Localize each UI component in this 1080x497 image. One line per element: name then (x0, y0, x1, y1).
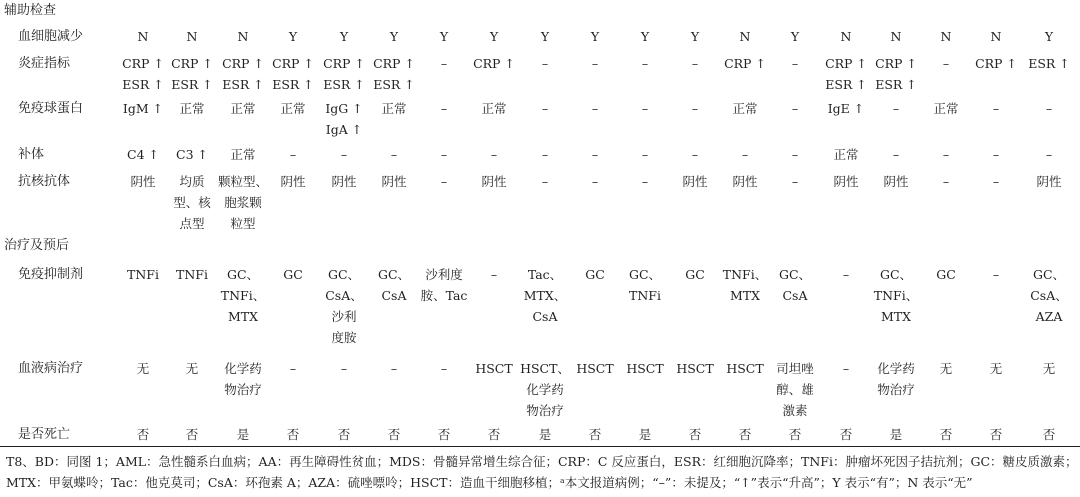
table-cell: – (289, 361, 297, 376)
table-cell: Y (640, 29, 650, 44)
table-cell: – (641, 174, 649, 189)
table-cell: 否 (185, 427, 199, 442)
table-cell: 正常 (381, 101, 407, 116)
table-cell: GC、 CsA、 沙利 度胺 (325, 267, 363, 345)
table-cell: 无 (939, 361, 953, 376)
table-cell: Tac、 MTX、 CsA (523, 267, 567, 324)
table-bottom-rule (0, 446, 1080, 447)
table-cell: 正常 (230, 101, 256, 116)
table-cell: IgE ↑ (827, 101, 865, 116)
table-cell: 否 (387, 427, 401, 442)
table-cell: 否 (286, 427, 300, 442)
table-cell: TNFi、 MTX (722, 267, 768, 303)
table-cell: – (490, 267, 498, 282)
row-label: 免疫球蛋白 (18, 101, 84, 116)
table-cell: – (791, 101, 799, 116)
table-cell: GC (936, 267, 956, 282)
table-cell: – (791, 147, 799, 162)
table-cell: – (440, 361, 448, 376)
table-cell: CRP ↑ ESR ↑ (323, 56, 365, 92)
table-cell: 无 (989, 361, 1003, 376)
table-cell: GC (685, 267, 705, 282)
table-cell: GC、 CsA (778, 267, 812, 303)
table-cell: 是 (236, 427, 250, 442)
table-cell: 阴性 (381, 174, 407, 189)
table-cell: 否 (1042, 427, 1056, 442)
table-cell: 正常 (833, 147, 859, 162)
table-cell: N (137, 29, 149, 44)
table-cell: – (942, 174, 950, 189)
table-cell: N (990, 29, 1002, 44)
table-cell: 阴性 (1036, 174, 1062, 189)
table-cell: – (992, 267, 1000, 282)
table-cell: 否 (337, 427, 351, 442)
table-cell: – (791, 174, 799, 189)
table-cell: 是 (538, 427, 552, 442)
table-cell: – (842, 267, 850, 282)
table-cell: C3 ↑ (176, 147, 208, 162)
table-cell: – (591, 56, 599, 71)
table-cell: 阴性 (732, 174, 758, 189)
table-cell: – (1045, 147, 1053, 162)
table-cell: 否 (136, 427, 150, 442)
table-cell: – (691, 56, 699, 71)
table-cell: Y (339, 29, 349, 44)
table-cell: CRP ↑ ESR ↑ (825, 56, 867, 92)
table-cell: Y (590, 29, 600, 44)
table-cell: 无 (1042, 361, 1056, 376)
table-cell: – (641, 147, 649, 162)
table-cell: N (940, 29, 952, 44)
table-cell: 化学药 物治疗 (877, 361, 915, 397)
table-cell: CRP ↑ ESR ↑ (875, 56, 917, 92)
section-heading-treatment-prognosis: 治疗及预后 (4, 238, 70, 253)
table-cell: CRP ↑ ESR ↑ (272, 56, 314, 92)
table-cell: – (992, 147, 1000, 162)
table-cell: – (741, 147, 749, 162)
table-cell: N (890, 29, 902, 44)
table-cell: 正常 (280, 101, 306, 116)
table-cell: GC、 TNFi、 MTX (220, 267, 266, 324)
table-cell: HSCT (676, 361, 714, 376)
table-cell: 否 (487, 427, 501, 442)
table-cell: – (942, 56, 950, 71)
table-cell: N (840, 29, 852, 44)
table-cell: TNFi (127, 267, 159, 282)
table-cell: – (490, 147, 498, 162)
table-cell: 正常 (933, 101, 959, 116)
table-cell: Y (389, 29, 399, 44)
table-cell: CRP ↑ ESR ↑ (122, 56, 164, 92)
table-cell: 阴性 (130, 174, 156, 189)
table-cell: – (390, 361, 398, 376)
table-cell: 阴性 (331, 174, 357, 189)
table-cell: 司坦唑 醇、雄 激素 (776, 361, 814, 418)
table-cell: – (842, 361, 850, 376)
table-cell: – (289, 147, 297, 162)
table-cell: IgM ↑ (122, 101, 164, 116)
table-cell: – (641, 56, 649, 71)
table-cell: CRP ↑ (724, 56, 766, 71)
row-label: 炎症指标 (18, 56, 71, 71)
table-cell: – (691, 101, 699, 116)
table-cell: – (340, 361, 348, 376)
table-cell: – (641, 101, 649, 116)
table-cell: 阴性 (481, 174, 507, 189)
table-cell: 否 (989, 427, 1003, 442)
table-cell: – (541, 174, 549, 189)
row-label: 补体 (18, 147, 45, 162)
table-cell: 均质 型、核 点型 (173, 174, 211, 231)
row-label: 抗核抗体 (18, 174, 71, 189)
table-cell: 阴性 (883, 174, 909, 189)
table-cell: 阴性 (280, 174, 306, 189)
table-cell: 否 (588, 427, 602, 442)
table-cell: Y (690, 29, 700, 44)
table-cell: – (591, 174, 599, 189)
table-cell: GC、 TNFi (628, 267, 662, 303)
table-cell: – (591, 101, 599, 116)
table-cell: N (237, 29, 249, 44)
table-cell: – (440, 101, 448, 116)
table-cell: – (992, 174, 1000, 189)
table-cell: – (541, 101, 549, 116)
table-cell: CRP ↑ ESR ↑ (171, 56, 213, 92)
table-cell: 是 (889, 427, 903, 442)
table-cell: 否 (688, 427, 702, 442)
table-cell: GC (585, 267, 605, 282)
table-cell: HSCT、 化学药 物治疗 (520, 361, 570, 418)
table-cell: – (691, 147, 699, 162)
row-label: 是否死亡 (18, 427, 71, 442)
table-cell: N (739, 29, 751, 44)
table-cell: 否 (437, 427, 451, 442)
table-cell: CRP ↑ ESR ↑ (222, 56, 264, 92)
table-cell: HSCT (726, 361, 764, 376)
table-cell: HSCT (475, 361, 513, 376)
table-cell: Y (489, 29, 499, 44)
table-cell: 阴性 (833, 174, 859, 189)
table-cell: – (390, 147, 398, 162)
table-cell: – (591, 147, 599, 162)
table-cell: GC (283, 267, 303, 282)
table-cell: 颗粒型、 胞浆颗 粒型 (217, 174, 268, 231)
table-cell: Y (1044, 29, 1054, 44)
table-cell: HSCT (626, 361, 664, 376)
table-cell: – (791, 56, 799, 71)
table-cell: 正常 (179, 101, 205, 116)
table-cell: C4 ↑ (127, 147, 159, 162)
table-cell: ESR ↑ (1028, 56, 1070, 71)
table-cell: 无 (185, 361, 199, 376)
table-cell: – (992, 101, 1000, 116)
table-cell: GC、 CsA、 AZA (1030, 267, 1068, 324)
table-cell: CRP ↑ (473, 56, 515, 71)
row-label: 血细胞减少 (18, 29, 84, 44)
table-cell: – (440, 147, 448, 162)
table-cell: GC、 CsA (377, 267, 411, 303)
table-cell: 是 (638, 427, 652, 442)
table-cell: – (440, 174, 448, 189)
row-label: 免疫抑制剂 (18, 267, 84, 282)
table-cell: 阴性 (682, 174, 708, 189)
table-cell: – (892, 101, 900, 116)
table-cell: N (186, 29, 198, 44)
table-cell: 正常 (230, 147, 256, 162)
table-cell: 无 (136, 361, 150, 376)
table-cell: – (942, 147, 950, 162)
row-label: 血液病治疗 (18, 361, 84, 376)
table-cell: 化学药 物治疗 (224, 361, 262, 397)
table-cell: – (541, 147, 549, 162)
table-cell: IgG ↑ IgA ↑ (325, 101, 363, 137)
table-cell: 否 (788, 427, 802, 442)
table-cell: 正常 (481, 101, 507, 116)
table-cell: 否 (939, 427, 953, 442)
table-cell: 正常 (732, 101, 758, 116)
table-cell: Y (288, 29, 298, 44)
table-cell: – (340, 147, 348, 162)
table-cell: 否 (839, 427, 853, 442)
table-cell: – (1045, 101, 1053, 116)
footnote-line-2: MTX：甲氨蝶呤；Tac：他克莫司；CsA：环孢素 A；AZA：硫唑嘌呤；HSCT：造血干细胞移植；ᵃ本文报道病例；“–”：未提及；“↑”表示“升高”；Y 表示“有”；N 表示“无” (6, 475, 973, 490)
table-cell: TNFi (176, 267, 208, 282)
table-cell: GC、 TNFi、 MTX (873, 267, 919, 324)
table-cell: – (440, 56, 448, 71)
table-cell: – (541, 56, 549, 71)
table-cell: 沙利度 胺、Tac (420, 267, 468, 303)
table-cell: HSCT (576, 361, 614, 376)
table-cell: Y (439, 29, 449, 44)
table-cell: – (892, 147, 900, 162)
footnote-line-1: T8、BD：同图 1；AML：急性髓系白血病；AA：再生障碍性贫血；MDS：骨髓异常增生综合征；CRP：C 反应蛋白，ESR：红细胞沉降率；TNFi：肿瘤坏死因子拮抗剂；GC：糖皮质激素； (6, 454, 1078, 469)
section-heading-auxiliary-exams: 辅助检查 (4, 3, 57, 18)
table-cell: Y (540, 29, 550, 44)
table-cell: Y (790, 29, 800, 44)
table-cell: 否 (738, 427, 752, 442)
table-cell: CRP ↑ ESR ↑ (373, 56, 415, 92)
table-cell: CRP ↑ (975, 56, 1017, 71)
